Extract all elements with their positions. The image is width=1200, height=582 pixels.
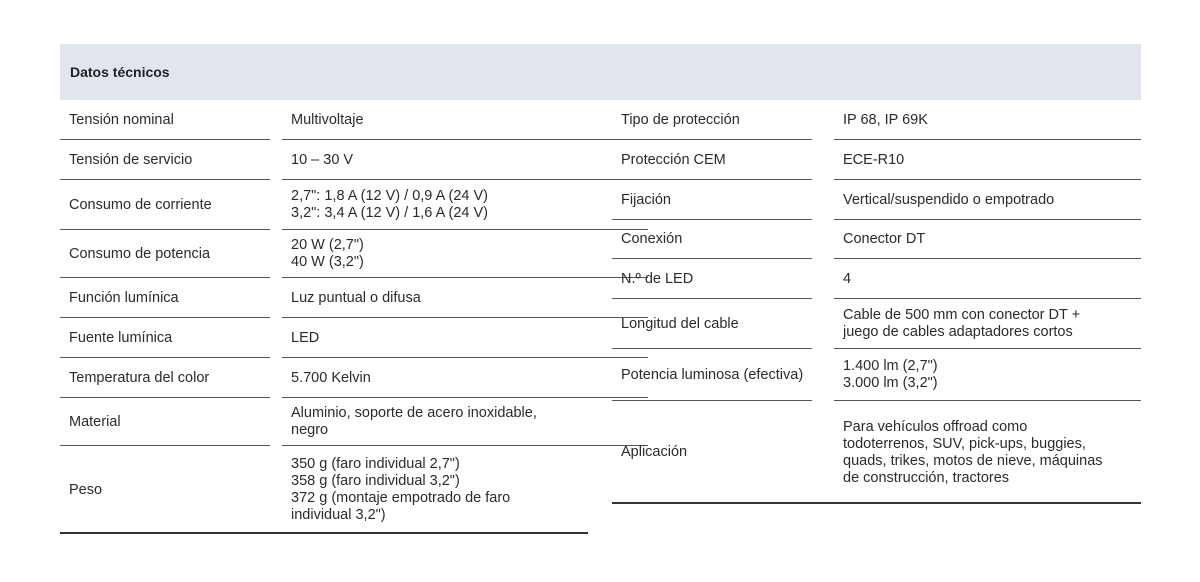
- right-spec-column: [612, 100, 1141, 504]
- spec-label: Protección CEM: [621, 151, 726, 168]
- spec-label: Función lumínica: [69, 289, 179, 306]
- spec-value: 10 – 30 V: [291, 151, 354, 168]
- spec-value: LED: [291, 329, 320, 346]
- spec-row: [60, 358, 588, 398]
- spec-row: [612, 220, 1141, 259]
- section-title: Datos técnicos: [70, 64, 170, 80]
- spec-row: [612, 349, 1141, 401]
- spec-label: Material: [69, 413, 121, 430]
- spec-row: [612, 259, 1141, 299]
- spec-label: Temperatura del color: [69, 369, 210, 386]
- spec-row: [612, 299, 1141, 349]
- spec-row: [612, 180, 1141, 220]
- spec-label: Aplicación: [621, 444, 688, 460]
- spec-label: Fijación: [621, 191, 671, 208]
- spec-label: Peso: [69, 481, 103, 498]
- spec-value: ECE-R10: [843, 151, 905, 168]
- spec-value: 2,7": 1,8 A (12 V) / 0,9 A (24 V) 3,2": 3,4 A (12 V) / 1,6 A (24 V): [291, 188, 488, 221]
- spec-row: [60, 140, 588, 180]
- spec-value: Vertical/suspendido o empotrado: [843, 191, 1055, 208]
- spec-row: [612, 140, 1141, 180]
- spec-value: Aluminio, soporte de acero inoxidable, negro: [291, 405, 537, 438]
- spec-label: Tipo de protección: [621, 111, 740, 128]
- spec-label: Potencia luminosa (efectiva): [621, 366, 804, 383]
- spec-label: Consumo de potencia: [69, 245, 211, 262]
- spec-value: 20 W (2,7") 40 W (3,2"): [291, 237, 364, 270]
- spec-row: [60, 230, 588, 278]
- spec-row: [60, 446, 588, 534]
- spec-value: 1.400 lm (2,7") 3.000 lm (3,2"): [843, 358, 938, 391]
- spec-value: IP 68, IP 69K: [843, 111, 928, 128]
- spec-value: 5.700 Kelvin: [291, 369, 371, 386]
- spec-value: Para vehículos offroad como todoterrenos, SUV, pick-ups, buggies, quads, trikes, motos de nieve, máquinas de construcción, tractores: [843, 418, 1103, 486]
- spec-label: Tensión de servicio: [69, 151, 193, 168]
- spec-label: Tensión nominal: [69, 111, 174, 128]
- spec-row: [612, 401, 1141, 504]
- spec-row: [60, 398, 588, 446]
- spec-value: Luz puntual o difusa: [291, 289, 421, 306]
- spec-value: Cable de 500 mm con conector DT + juego de cables adaptadores cortos: [843, 307, 1081, 340]
- spec-label: Conexión: [621, 231, 683, 247]
- spec-label: N.º de LED: [621, 270, 694, 287]
- spec-row: [60, 318, 588, 358]
- spec-value: 350 g (faro individual 2,7") 358 g (faro individual 3,2") 372 g (montaje empotrado de faro individual 3,2"): [291, 456, 511, 523]
- spec-value: 4: [843, 270, 852, 287]
- spec-value: Conector DT: [843, 231, 926, 247]
- spec-label: Fuente lumínica: [69, 329, 173, 346]
- spec-row: [60, 100, 588, 140]
- spec-row: [60, 180, 588, 230]
- left-spec-column: [60, 100, 588, 534]
- spec-value: Multivoltaje: [291, 111, 364, 128]
- table-bottom-rule: [60, 532, 588, 534]
- spec-row: [60, 278, 588, 318]
- table-bottom-rule: [612, 502, 1141, 504]
- spec-row: [612, 100, 1141, 140]
- spec-label: Longitud del cable: [621, 315, 739, 332]
- spec-label: Consumo de corriente: [69, 196, 212, 213]
- section-header: [60, 44, 1141, 100]
